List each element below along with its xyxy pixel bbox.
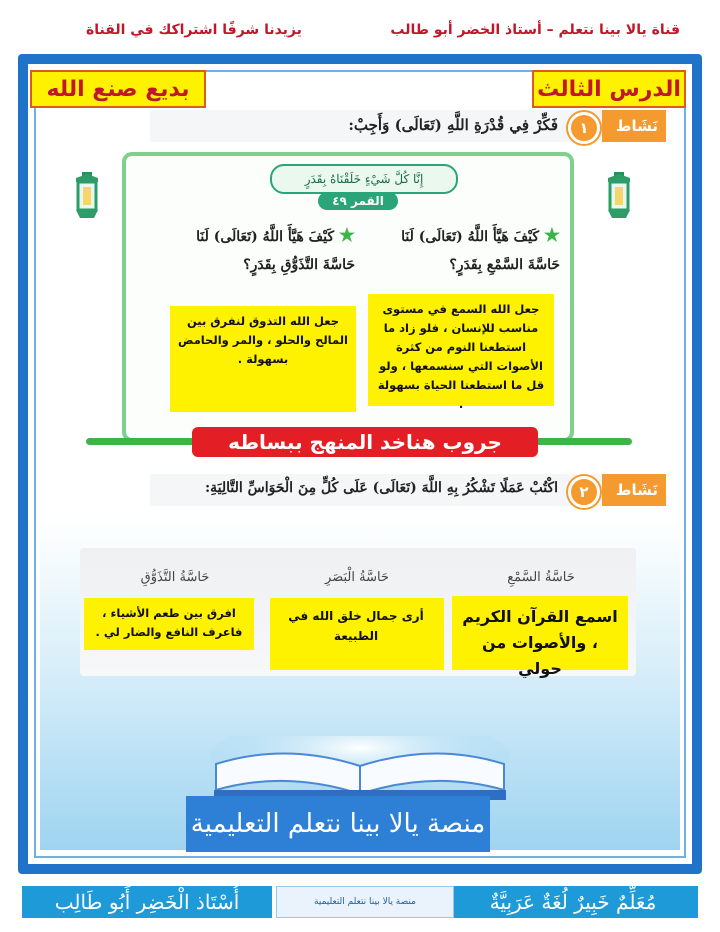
footer-left: أُسْتَاذ الْخَضِر أَبُو طَالِب [20, 884, 274, 920]
sense-answer-taste: افرق بين طعم الأشياء ، فاعرف النافع والضار لي . [84, 598, 254, 650]
channel-line: قناة يالا بينا نتعلم – أستاذ الخضر أبو طالب [390, 22, 680, 38]
verse-banner: إِنَّا كُلَّ شَيْءٍ خَلَقْنَاهُ بِقَدَرٍ [270, 164, 458, 194]
group-banner: جروب هناخد المنهج ببساطه [192, 427, 538, 457]
verse-reference: القمر ٤٩ [318, 192, 398, 210]
question-hearing-line2: حَاسَّةَ السَّمْعِ بِقَدَرٍ؟ [449, 257, 560, 273]
sense-label-sight: حَاسَّةُ الْبَصَرِ [325, 570, 389, 585]
sense-answer-sight: أرى جمال خلق الله في الطبيعة [268, 598, 444, 670]
lantern-icon [70, 170, 104, 224]
activity-2-number: ٢ [568, 476, 600, 508]
footer-right: مُعَلِّمٌ خَبِيرٌ لُغَةٌ عَرَبِيَّةٌ [446, 884, 700, 920]
footer-middle: منصة يالا بينا نتعلم التعليمية [276, 886, 454, 918]
open-book-icon [196, 736, 524, 802]
question-taste [145, 222, 355, 279]
question-taste-line2: حَاسَّةَ التَّذَوُّقِ بِقَدَرٍ؟ [243, 257, 355, 273]
lesson-number: الدرس الثالث [532, 70, 686, 108]
subscribe-line: يزيدنا شرفًا اشتراكك في القناة [86, 22, 302, 38]
star-icon: ★ [338, 225, 355, 246]
lesson-title: بديع صنع الله [30, 70, 206, 108]
sense-label-taste: حَاسَّةُ التَّذَوُّقِ [140, 570, 210, 585]
question-hearing [360, 222, 560, 279]
question-taste-line1: كَيْفَ هَيَّأَ اللَّهُ (تَعَالَى) لَنَا [196, 229, 334, 245]
answer-taste: جعل الله التذوق لنفرق بين المالح والحلو ، والمر والحامض بسهولة . [170, 306, 356, 412]
answer-hearing: جعل الله السمع في مستوى مناسب للإنسان ، فلو زاد ما استطعنا النوم من كثرة الأصوات التي سنسمعها ، ولو قل ما استطعنا الحياة بسهولة . [368, 294, 554, 406]
star-icon: ★ [543, 225, 560, 246]
lantern-icon [602, 170, 636, 224]
sense-label-hearing: حَاسَّةُ السَّمْعِ [507, 570, 575, 585]
activity-1-tag: نَشَاط [602, 110, 666, 142]
activity-1-number: ١ [568, 112, 600, 144]
activity-1-instruction: فَكِّرْ فِي قُدْرَةِ اللَّهِ (تَعَالَى) وَأَجِبْ: [348, 116, 558, 134]
sense-answer-hearing: اسمع القرآن الكريم ، والأصوات من حولي [452, 596, 628, 670]
activity-2-instruction: اكْتُبْ عَمَلًا تَشْكُرُ بِهِ اللَّهَ (تَعَالَى) عَلَى كُلٍّ مِنَ الْحَوَاسِّ التَّالِيَةِ: [204, 480, 558, 496]
question-hearing-line1: كَيْفَ هَيَّأَ اللَّهُ (تَعَالَى) لَنَا [401, 229, 539, 245]
platform-banner: منصة يالا بينا نتعلم التعليمية [186, 796, 490, 852]
activity-2-tag: نَشَاط [602, 474, 666, 506]
